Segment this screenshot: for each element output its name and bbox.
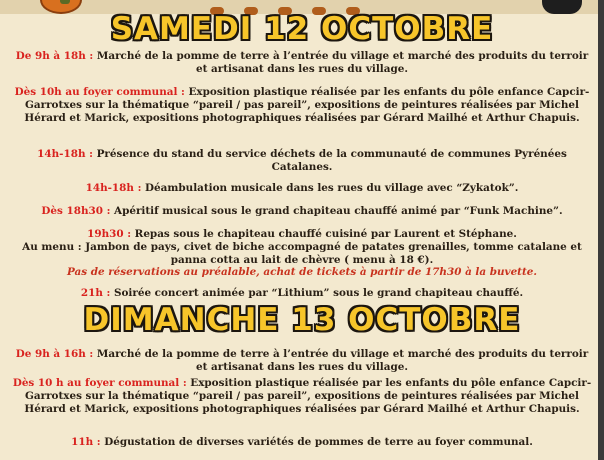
entry-time: 14h-18h : [37,148,93,160]
dinner-note: Pas de réservations au préalable, achat de tickets à partir de 17h30 à la buvette. [66,266,538,279]
saturday-entry-waste-stand [12,148,592,174]
entry-text: Soirée concert animée par “Lithium” sous le grand chapiteau chauffé. [110,287,524,299]
entry-text: Repas sous le chapiteau chauffé cuisiné par Laurent et Stéphane. [131,228,517,240]
entry-time: 19h30 : [87,228,132,240]
entry-time: Dès 10 h au foyer communal : [12,377,187,389]
sunday-entry-market [12,348,592,374]
saturday-entry-concert [12,287,592,300]
entry-text: Exposition plastique réalisée par les enfants du pôle enfance Capcir-Garrotxes sur la thématique “pareil / pas pareil”, expositions de peintures réalisées par Michel Hérard et Marick, expositions photographiques réalisées par Gérard Mailhé et Arthur Chapuis. [24,377,592,415]
entry-text: Déambulation musicale dans les rues du village avec “Zykatok”. [141,182,519,194]
saturday-title: SAMEDI 12 OCTOBRE [110,11,494,47]
entry-time: De 9h à 18h : [15,50,94,62]
pumpkin-leaf-icon [60,0,70,4]
entry-text: Marché de la pomme de terre à l’entrée du village et marché des produits du terroir et artisanat dans les rues du village. [93,50,589,75]
saturday-entry-dinner [12,228,592,279]
entry-text: Marché de la pomme de terre à l’entrée du village et marché des produits du terroir et artisanat dans les rues du village. [93,348,589,373]
entry-text: Dégustation de diverses variétés de pommes de terre au foyer communal. [100,436,533,448]
decoration-strip [200,0,390,10]
dinner-menu: Au menu : Jambon de pays, civet de biche accompagné de patates grenailles, tomme catalane et panna cotta au lait de chèvre ( menu à 18 €). [22,240,582,266]
saturday-entry-parade [12,182,592,195]
entry-text: Exposition plastique réalisée par les enfants du pôle enfance Capcir-Garrotxes sur la thématique “pareil / pas pareil”, expositions de peintures réalisées par Michel Hérard et Marick, expositions photographiques réalisées par Gérard Mailhé et Arthur Chapuis. [24,86,590,124]
entry-time: 14h-18h : [85,182,142,194]
sunday-entry-tasting [12,436,592,449]
entry-time: 21h : [80,287,111,299]
entry-time: De 9h à 16h : [15,348,94,360]
saturday-entry-market [12,50,592,76]
right-edge [598,0,604,460]
entry-time: Dès 10h au foyer communal : [14,86,185,98]
entry-text: Apéritif musical sous le grand chapiteau chauffé animé par “Funk Machine”. [110,205,563,217]
saturday-entry-aperitif [12,205,592,218]
entry-time: Dès 18h30 : [41,205,111,217]
entry-time: 11h : [71,436,101,448]
saturday-entry-exposition [12,86,592,124]
sunday-title: DIMANCHE 13 OCTOBRE [83,302,521,338]
sunday-entry-exposition [12,377,592,415]
entry-text: Présence du stand du service déchets de la communauté de communes Pyrénées Catalanes. [92,148,567,173]
